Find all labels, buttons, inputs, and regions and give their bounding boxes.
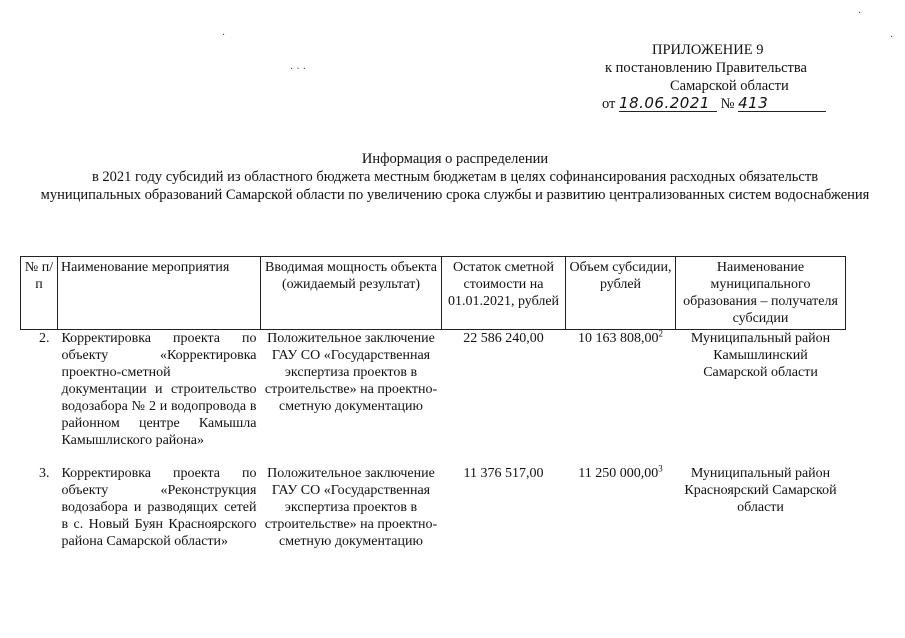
header-recipient: Наименование муниципального образования – получателя субсидии: [676, 257, 846, 330]
document-title: [40, 150, 870, 204]
row-number: 3.: [39, 466, 50, 481]
subsidy-value: 10 163 808,00: [578, 331, 659, 346]
row-activity: Корректировка проекта по объекту «Корректировка проектно-сметной документации и строительство водозабора № 2 и водопровода в районном центре Камышла Камышлиского района»: [61, 331, 257, 448]
row-subsidy: [566, 330, 676, 464]
scan-speck: ·: [890, 32, 894, 43]
appendix-region-line: Самарской области: [670, 78, 789, 94]
appendix-date-line: [560, 95, 860, 113]
header-capacity: Вводимая мощность объекта (ожидаемый результат): [261, 257, 442, 330]
header-remaining-cost: Остаток сметной стоимости на 01.01.2021, рублей: [442, 257, 566, 330]
appendix-title: ПРИЛОЖЕНИЕ 9: [652, 42, 764, 58]
table-header-row: [21, 257, 846, 330]
table-row: [21, 463, 846, 550]
row-remaining-cost: 22 586 240,00: [463, 331, 544, 346]
handwritten-number: 413: [738, 95, 826, 112]
appendix-header: [560, 41, 860, 113]
handwritten-date: 18.06.2021: [619, 95, 717, 112]
header-activity: Наименование мероприятия: [58, 257, 261, 330]
appendix-resolution-line: к постановлению Правительства: [605, 60, 807, 76]
scan-speck: ·: [222, 30, 226, 41]
footnote-mark: 3: [658, 463, 663, 474]
row-result: Положительное заключение ГАУ СО «Государственная экспертиза проектов в строительстве» на проектно-сметную документацию: [264, 466, 438, 549]
number-label: №: [720, 96, 735, 112]
row-activity: Корректировка проекта по объекту «Реконструкция водозабора и разводящих сетей в с. Новый Буян Красноярского района Самарской области»: [61, 466, 257, 549]
row-recipient: Муниципальный район Камышлинский Самарской области: [690, 331, 831, 380]
subsidy-table: [20, 256, 846, 550]
scan-speck: ·: [858, 8, 862, 19]
from-label: от: [602, 96, 616, 112]
title-line-1: Информация о распределении: [361, 151, 549, 167]
header-subsidy: Объем субсидии, рублей: [566, 257, 676, 330]
title-line-2: в 2021 году субсидий из областного бюджета местным бюджетам в целях софинансирования расходных обязательств муниципальных образований Самарской области по увеличению срока службы и развитию централизованных систем водоснабжения: [40, 169, 870, 203]
row-number: 2.: [39, 331, 50, 346]
footnote-mark: 2: [658, 328, 663, 339]
subsidy-value: 11 250 000,00: [578, 466, 659, 481]
row-subsidy: [566, 463, 676, 550]
row-recipient: Муниципальный район Красноярский Самарской области: [684, 466, 837, 515]
row-result: Положительное заключение ГАУ СО «Государственная экспертиза проектов в строительстве» на проектно-сметную документацию: [264, 331, 438, 414]
scan-speck: · · ·: [290, 64, 306, 75]
header-number: № п/п: [21, 257, 58, 330]
row-remaining-cost: 11 376 517,00: [463, 466, 544, 481]
table-row: [21, 330, 846, 464]
